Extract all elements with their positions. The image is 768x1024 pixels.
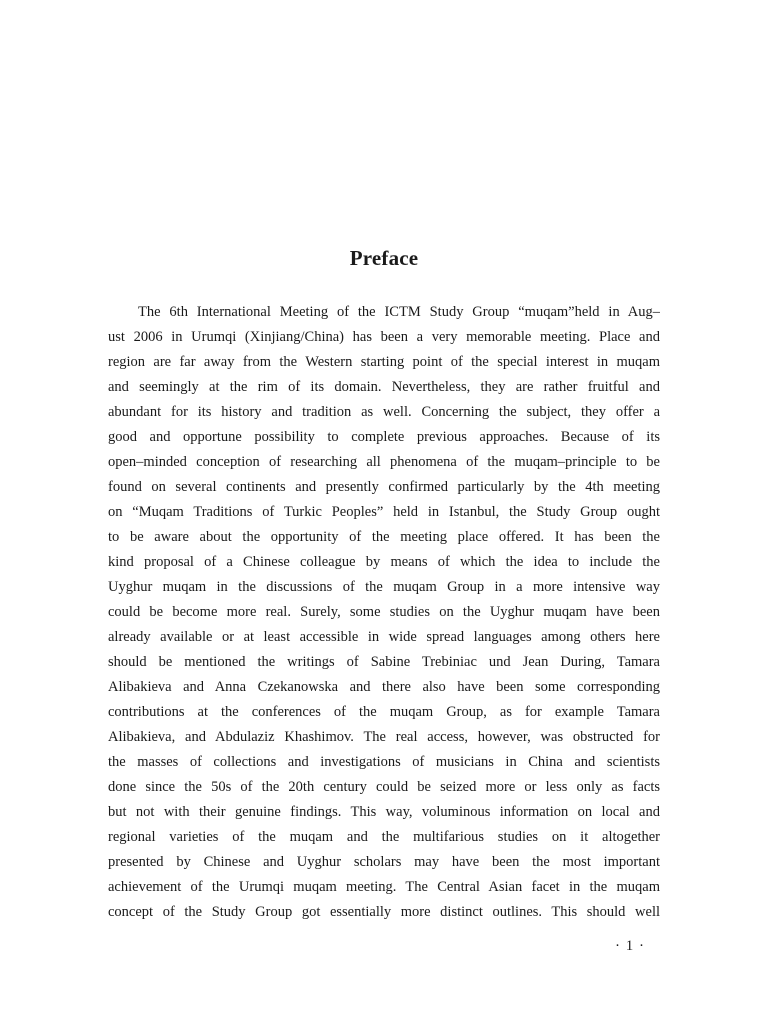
- text-line: achievement of the Urumqi muqam meeting. The Central Asian facet in the muqam: [108, 879, 660, 895]
- page-title: Preface: [349, 246, 419, 270]
- text-line: ust 2006 in Urumqi (Xinjiang/China) has been a very memorable meeting. Place and: [108, 329, 660, 345]
- text-line: the masses of collections and investigations of musicians in China and scientists: [108, 754, 660, 770]
- text-line: kind proposal of a Chinese colleague by means of which the idea to include the: [108, 554, 660, 570]
- text-line: and seemingly at the rim of its domain. Nevertheless, they are rather fruitful and: [108, 379, 660, 395]
- preface-body: [108, 300, 660, 925]
- text-line: but not with their genuine findings. This way, voluminous information on local and: [108, 804, 660, 820]
- text-line: to be aware about the opportunity of the meeting place offered. It has been the: [108, 529, 660, 545]
- text-line: Alibakieva and Anna Czekanowska and there also have been some corresponding: [108, 679, 660, 695]
- page-number: · 1 ·: [615, 938, 645, 954]
- text-line: region are far away from the Western starting point of the special interest in muqam: [108, 354, 660, 370]
- text-line: Alibakieva, and Abdulaziz Khashimov. The real access, however, was obstructed for: [108, 729, 660, 745]
- text-line: presented by Chinese and Uyghur scholars may have been the most important: [108, 854, 660, 870]
- text-line: regional varieties of the muqam and the multifarious studies on it altogether: [108, 829, 660, 845]
- text-line: open–minded conception of researching all phenomena of the muqam–principle to be: [108, 454, 660, 470]
- text-line: Uyghur muqam in the discussions of the muqam Group in a more intensive way: [108, 579, 660, 595]
- text-line: already available or at least accessible in wide spread languages among others here: [108, 629, 660, 645]
- text-line: contributions at the conferences of the muqam Group, as for example Tamara: [108, 704, 660, 720]
- text-line: concept of the Study Group got essentially more distinct outlines. This should well: [108, 904, 660, 920]
- text-line: could be become more real. Surely, some studies on the Uyghur muqam have been: [108, 604, 660, 620]
- text-line: on “Muqam Traditions of Turkic Peoples” held in Istanbul, the Study Group ought: [108, 504, 660, 520]
- text-line: should be mentioned the writings of Sabine Trebiniac und Jean During, Tamara: [108, 654, 660, 670]
- text-line: found on several continents and presently confirmed particularly by the 4th meeting: [108, 479, 660, 495]
- text-line: abundant for its history and tradition as well. Concerning the subject, they offer a: [108, 404, 660, 420]
- text-line: done since the 50s of the 20th century could be seized more or less only as facts: [108, 779, 660, 795]
- text-line: good and opportune possibility to complete previous approaches. Because of its: [108, 429, 660, 445]
- text-line: The 6th International Meeting of the ICTM Study Group “muqam”held in Aug–: [138, 304, 660, 320]
